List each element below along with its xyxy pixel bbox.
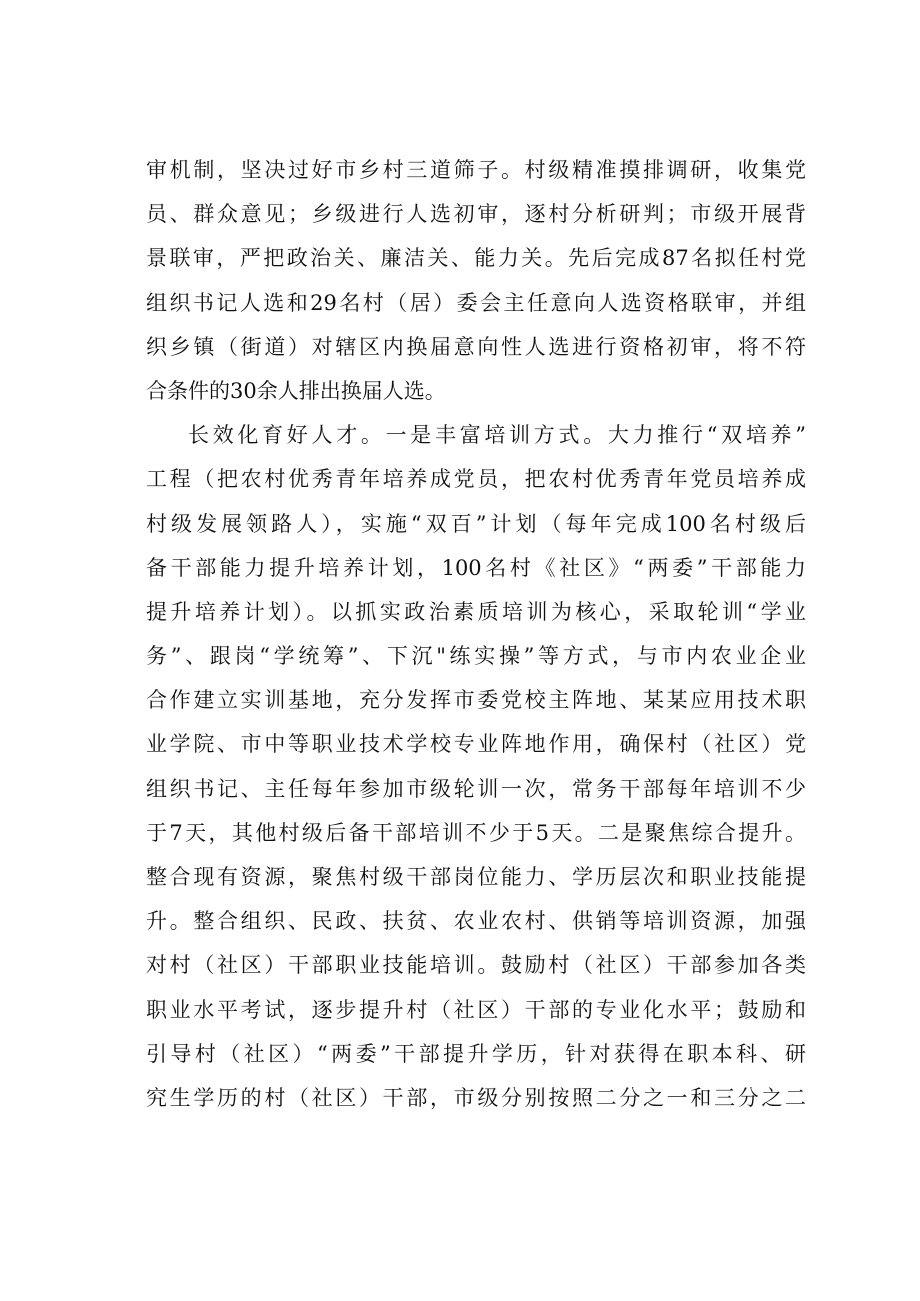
text-line: 员、群众意见；乡级进行人选初审，逐村分析研判；市级开展背 — [146, 202, 806, 227]
paragraph-2 — [146, 413, 806, 1120]
text-line: 升。整合组织、民政、扶贫、农业农村、供销等培训资源，加强 — [146, 909, 806, 934]
text-line: 长效化育好人才。一是丰富培训方式。大力推行“双培养” — [188, 423, 806, 448]
paragraph-1 — [146, 148, 806, 413]
text-line: 究生学历的村（社区）干部，市级分别按照二分之一和三分之二 — [146, 1085, 806, 1110]
text-line: 审机制，坚决过好市乡村三道筛子。村级精准摸排调研，收集党 — [146, 158, 806, 182]
text-line: 合条件的30余人排出换届人选。 — [146, 378, 446, 403]
text-line: 合作建立实训基地，充分发挥市委党校主阵地、某某应用技术职 — [146, 688, 806, 713]
text-line: 引导村（社区）“两委”干部提升学历，针对获得在职本科、研 — [146, 1041, 806, 1066]
text-line: 业学院、市中等职业技术学校专业阵地作用，确保村（社区）党 — [146, 732, 806, 757]
text-line: 组织书记、主任每年参加市级轮训一次，常务干部每年培训不少 — [146, 776, 806, 801]
text-line: 备干部能力提升培养计划，100名村《社区》“两委”干部能力 — [146, 555, 806, 580]
text-line: 工程（把农村优秀青年培养成党员，把农村优秀青年党员培养成 — [146, 467, 806, 492]
text-line: 整合现有资源，聚焦村级干部岗位能力、学历层次和职业技能提 — [146, 865, 806, 889]
text-line: 于7天，其他村级后备干部培训不少于5天。二是聚焦综合提升。 — [146, 820, 806, 845]
text-line: 务”、跟岗“学统筹”、下沉"练实操”等方式，与市内农业企业 — [146, 644, 806, 669]
text-line: 对村（社区）干部职业技能培训。鼓励村（社区）干部参加各类 — [146, 953, 806, 978]
text-line: 组织书记人选和29名村（居）委会主任意向人选资格联审，并组 — [146, 290, 806, 315]
text-line: 织乡镇（街道）对辖区内换届意向性人选进行资格初审，将不符 — [146, 334, 806, 359]
text-line: 职业水平考试，逐步提升村（社区）干部的专业化水平；鼓励和 — [146, 997, 806, 1022]
body-text — [146, 148, 806, 1120]
text-line: 提升培养计划）。以抓实政治素质培训为核心，采取轮训“学业 — [146, 599, 806, 624]
text-line: 村级发展领路人），实施“双百”计划（每年完成100名村级后 — [146, 511, 806, 536]
text-line: 景联审，严把政治关、廉洁关、能力关。先后完成87名拟任村党 — [146, 246, 806, 271]
